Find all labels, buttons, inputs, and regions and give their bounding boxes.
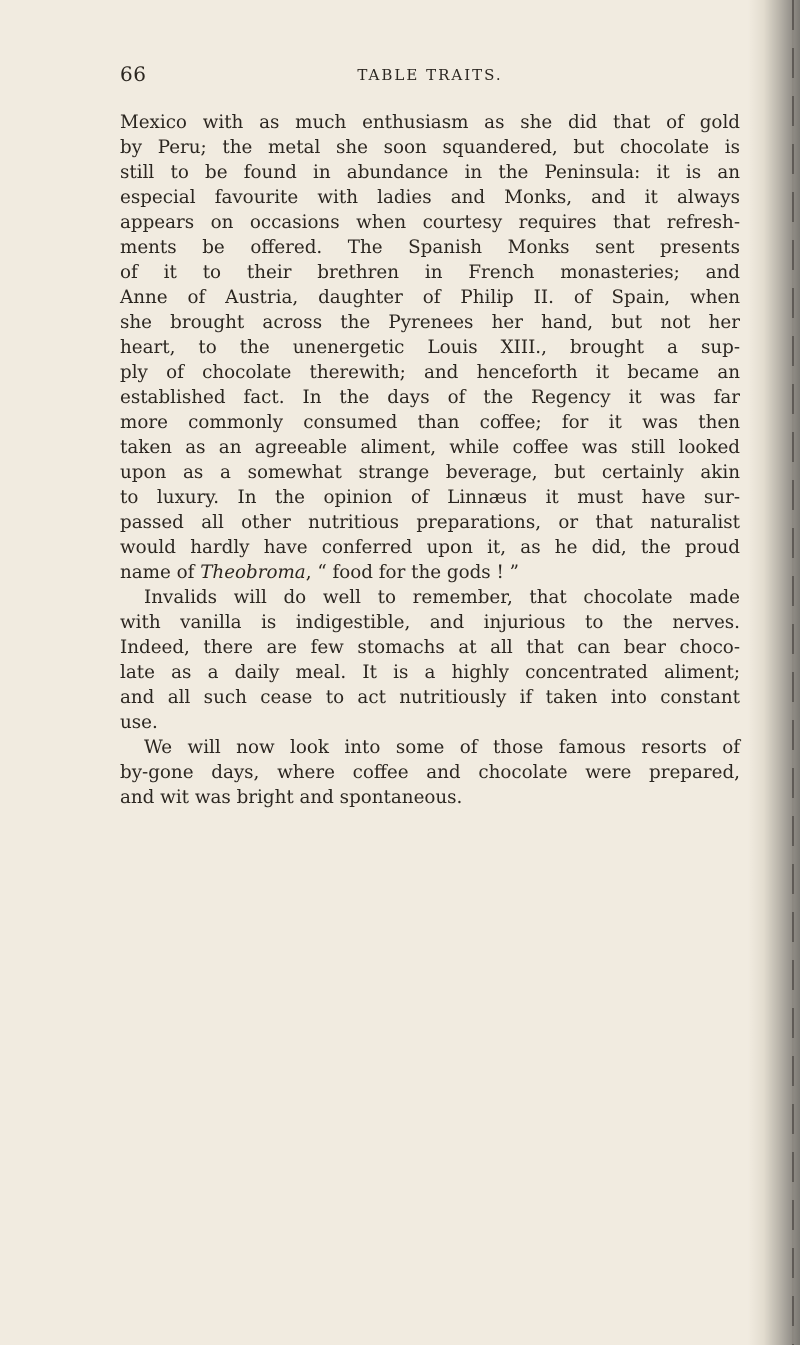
text-line: to luxury. In the opinion of Linnæus it must have sur-: [120, 487, 740, 508]
text-line: use.: [120, 712, 158, 733]
text-line: Invalids will do well to remember, that chocolate made: [144, 587, 740, 608]
text-line: ply of chocolate therewith; and henceforth it became an: [120, 362, 740, 383]
text-line: appears on occasions when courtesy requires that refresh-: [120, 212, 740, 233]
text-line: and all such cease to act nutritiously if taken into constant: [120, 687, 740, 708]
text-line: she brought across the Pyrenees her hand, but not her: [120, 312, 740, 333]
text-line: and wit was bright and spontaneous.: [120, 787, 463, 808]
page-number: 66: [120, 62, 147, 86]
italic-term: Theobroma: [200, 562, 306, 583]
text-line: more commonly consumed than coffee; for it was then: [120, 412, 740, 433]
text-line: by Peru; the metal she soon squandered, but chocolate is: [120, 137, 740, 158]
text-line: would hardly have conferred upon it, as he did, the proud: [120, 537, 740, 558]
text-line: with vanilla is indigestible, and injurious to the nerves.: [120, 612, 740, 633]
body-text: [120, 110, 740, 810]
text-line: taken as an agreeable aliment, while coffee was still looked: [120, 437, 740, 458]
text-fragment: , “ food for the gods ! ”: [305, 562, 519, 583]
text-line: late as a daily meal. It is a highly concentrated aliment;: [120, 662, 740, 683]
text-line: still to be found in abundance in the Peninsula: it is an: [120, 162, 740, 183]
text-line: passed all other nutritious preparations, or that naturalist: [120, 512, 740, 533]
text-line: of it to their brethren in French monasteries; and: [120, 262, 740, 283]
text-line: especial favourite with ladies and Monks, and it always: [120, 187, 740, 208]
running-head: TABLE TRAITS.: [357, 66, 503, 84]
text-line: [120, 560, 740, 585]
text-line: established fact. In the days of the Regency it was far: [120, 387, 740, 408]
text-line: ments be offered. The Spanish Monks sent presents: [120, 237, 740, 258]
text-line: Anne of Austria, daughter of Philip II. of Spain, when: [120, 287, 740, 308]
text-line: by-gone days, where coffee and chocolate were prepared,: [120, 762, 740, 783]
page-header: [120, 62, 740, 92]
text-line: upon as a somewhat strange beverage, but certainly akin: [120, 462, 740, 483]
text-fragment: name of: [120, 562, 201, 583]
text-line: heart, to the unenergetic Louis XIII., brought a sup-: [120, 337, 740, 358]
text-line: Indeed, there are few stomachs at all that can bear choco-: [120, 637, 740, 658]
text-line: Mexico with as much enthusiasm as she did that of gold: [120, 112, 740, 133]
text-line: We will now look into some of those famous resorts of: [144, 737, 740, 758]
page-gutter-shadow: [748, 0, 800, 1345]
